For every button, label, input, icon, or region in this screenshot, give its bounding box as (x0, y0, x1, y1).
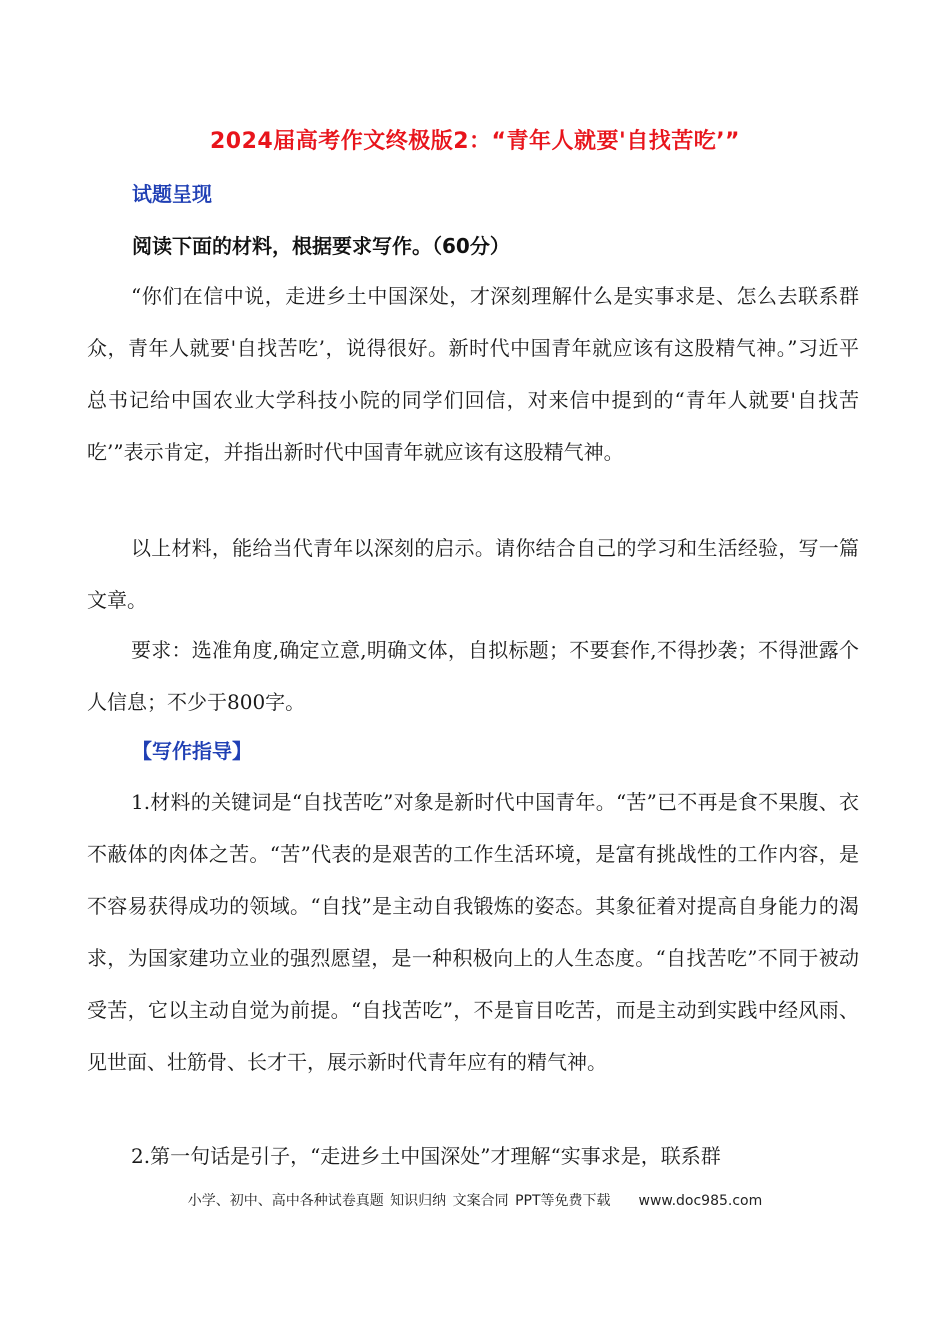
document-title: 2024届高考作文终极版2：“青年人就要'自找苦吃’” (209, 129, 741, 154)
material-paragraph: “你们在信中说，走进乡土中国深处，才深刻理解什么是实事求是、怎么去联系群众，青年人就要'自找苦吃’，说得很好。新时代中国青年就应该有这股精气神。”习近平总书记给中国农业大学科技小院的同学们回信，对来信中提到的“青年人就要'自找苦吃’”表示肯定，并指出新时代中国青年就应该有这股精气神。 (87, 284, 859, 464)
section-heading-question: 试题呈现 (132, 182, 212, 206)
page-footer (0, 1190, 950, 1210)
material-paragraph: 以上材料，能给当代青年以深刻的启示。请你结合自己的学习和生活经验，写一篇文章。 (87, 536, 859, 612)
footer-text: 小学、初中、高中各种试卷真题 知识归纳 文案合同 PPT等免费下载 (187, 1193, 611, 1209)
guide-paragraph: 1.材料的关键词是“自找苦吃”对象是新时代中国青年。“苦”已不再是食不果腹、衣不蔽体的肉体之苦。“苦”代表的是艰苦的工作生活环境，是富有挑战性的工作内容，是不容易获得成功的领域。“自找”是主动自我锻炼的姿态。其象征着对提高自身能力的渴求，为国家建功立业的强烈愿望，是一种积极向上的人生态度。“自找苦吃”不同于被动受苦，它以主动自觉为前提。“自找苦吃”，不是盲目吃苦，而是主动到实践中经风雨、见世面、壮筋骨、长才干，展示新时代青年应有的精气神。 (87, 790, 859, 1074)
guide-paragraph: 2.第一句话是引子，“走进乡土中国深处”才理解“实事求是，联系群 (131, 1144, 721, 1168)
writing-instruction: 阅读下面的材料，根据要求写作。（60分） (132, 234, 510, 258)
section-heading-guide: 【写作指导】 (132, 739, 252, 763)
requirements-paragraph: 要求：选准角度,确定立意,明确文体，自拟标题；不要套作,不得抄袭；不得泄露个人信息；不少于800字。 (87, 638, 859, 714)
footer-url[interactable]: www.doc985.com (638, 1193, 763, 1209)
